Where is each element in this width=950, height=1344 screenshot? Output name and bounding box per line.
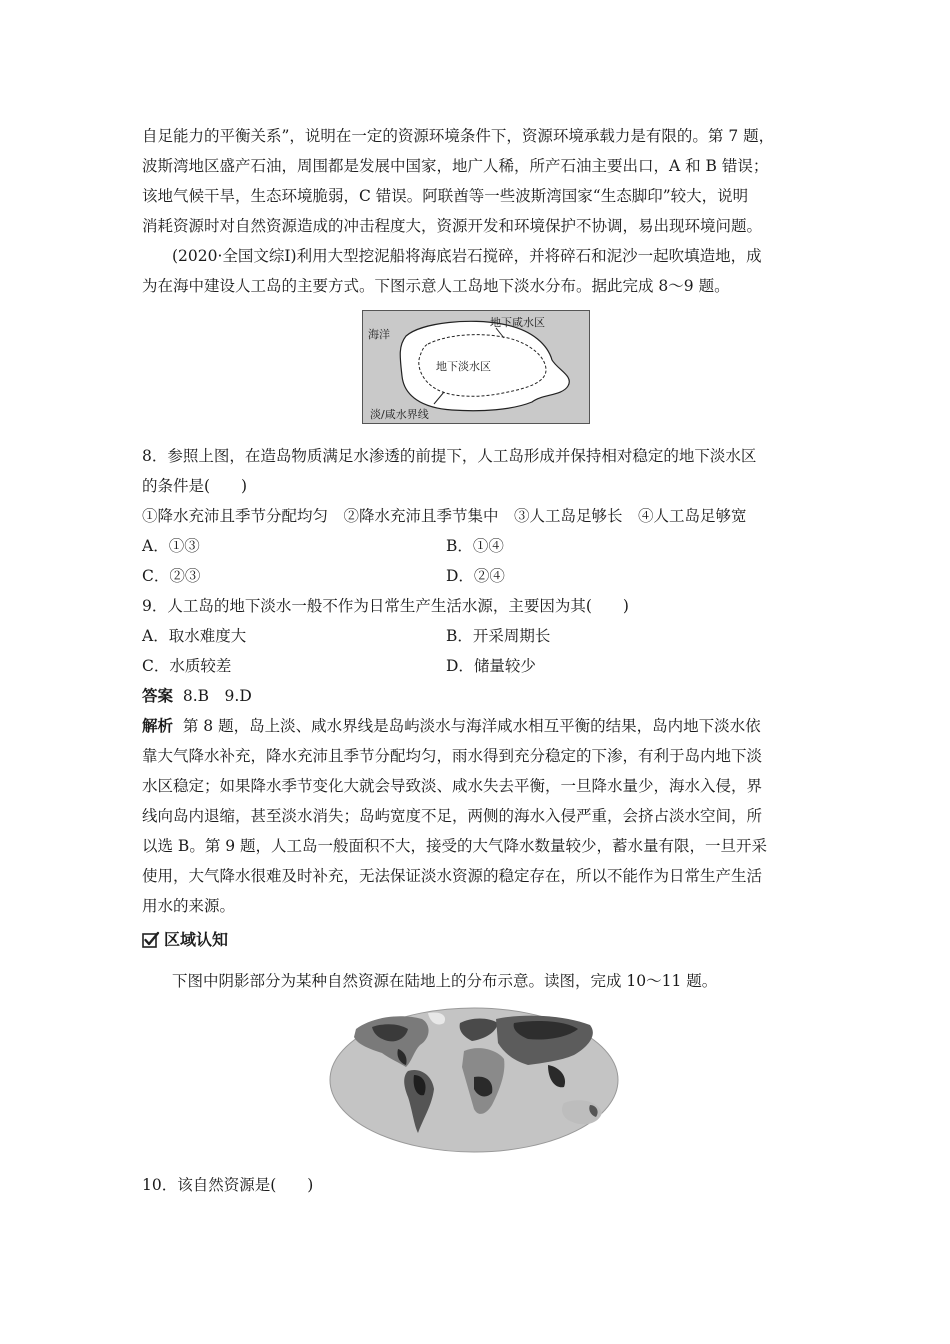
- q8-option-a: A．①③: [142, 537, 200, 555]
- q9-option-c: C．水质较差: [142, 657, 232, 675]
- q9-option-d: D．储量较少: [446, 657, 536, 675]
- world-map: [328, 1005, 620, 1155]
- q9-option-a: A．取水难度大: [142, 627, 247, 645]
- analysis-line: [142, 716, 761, 736]
- text-line: 波斯湾地区盛产石油，周围都是发展中国家，地广人稀，所产石油主要出口，A 和 B 错误；: [142, 157, 769, 175]
- intro-line: 为在海中建设人工岛的主要方式。下图示意人工岛地下淡水分布。据此完成 8～9 题。: [142, 277, 730, 295]
- q8-stem: 8．参照上图，在造岛物质满足水渗透的前提下，人工岛形成并保持相对稳定的地下淡水区: [142, 447, 757, 465]
- q8-stem: 的条件是( ): [142, 477, 248, 495]
- section-title: 区域认知: [164, 930, 229, 949]
- island-diagram: [362, 310, 590, 424]
- q8-items: ①降水充沛且季节分配均匀 ②降水充沛且季节集中 ③人工岛足够长 ④人工岛足够宽: [142, 507, 747, 525]
- analysis-line: 水区稳定；如果降水季节变化大就会导致淡、咸水失去平衡，一旦降水量少，海水入侵，界: [142, 777, 763, 795]
- label-boundary: 淡/咸水界线: [370, 408, 429, 421]
- intro-line: (2020·全国文综Ⅰ)利用大型挖泥船将海底岩石搅碎，并将碎石和泥沙一起吹填造地，成: [172, 247, 762, 265]
- analysis-line: 线向岛内退缩，甚至淡水消失；岛屿宽度不足，两侧的海水入侵严重，会挤占淡水空间，所: [142, 807, 763, 825]
- analysis-first: 第 8 题，岛上淡、咸水界线是岛屿淡水与海洋咸水相互平衡的结果，岛内地下淡水依: [182, 717, 761, 735]
- analysis-label: 解析: [142, 716, 174, 735]
- q8-option-b: B．①④: [446, 537, 504, 555]
- intro2-line: 下图中阴影部分为某种自然资源在陆地上的分布示意。读图，完成 10～11 题。: [172, 972, 718, 990]
- text-line: 自足能力的平衡关系”，说明在一定的资源环境条件下，资源环境承载力是有限的。第 7 题，: [142, 127, 775, 145]
- q8-option-d: D．②④: [446, 567, 505, 585]
- answer-label: 答案: [142, 686, 174, 705]
- answer-line: [142, 686, 252, 706]
- q9-stem: 9．人工岛的地下淡水一般不作为日常生产生活水源，主要因为其( ): [142, 597, 629, 615]
- analysis-line: 用水的来源。: [142, 897, 236, 915]
- text-line: 消耗资源时对自然资源造成的冲击程度大，资源开发和环境保护不协调，易出现环境问题。: [142, 217, 763, 235]
- q10-stem: 10．该自然资源是( ): [142, 1176, 314, 1194]
- checkbox-checked-icon: [142, 931, 160, 949]
- q8-option-c: C．②③: [142, 567, 201, 585]
- analysis-line: 以选 B。第 9 题，人工岛一般面积不大，接受的大气降水数量较少，蓄水量有限，一旦开采: [142, 837, 768, 855]
- label-salt-zone: 地下咸水区: [490, 316, 545, 329]
- answer-text: 8.B 9.D: [182, 687, 252, 705]
- text-line: 该地气候干旱，生态环境脆弱，C 错误。阿联酋等一些波斯湾国家“生态脚印”较大，说明: [142, 187, 749, 205]
- section-header: [142, 930, 228, 950]
- analysis-line: 靠大气降水补充，降水充沛且季节分配均匀，雨水得到充分稳定的下渗，有利于岛内地下淡: [142, 747, 763, 765]
- analysis-line: 使用，大气降水很难及时补充，无法保证淡水资源的稳定存在，所以不能作为日常生产生活: [142, 867, 763, 885]
- label-ocean: 海洋: [368, 328, 390, 341]
- label-fresh-zone: 地下淡水区: [436, 360, 491, 373]
- q9-option-b: B．开采周期长: [446, 627, 551, 645]
